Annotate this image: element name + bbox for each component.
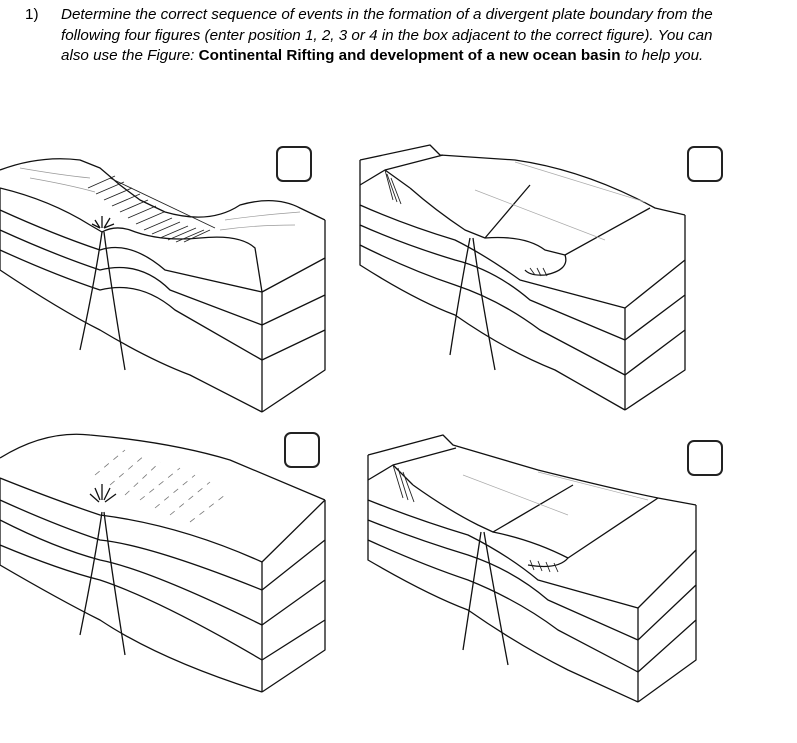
question-number: 1): [25, 6, 39, 23]
answer-box-top-left[interactable]: [276, 146, 312, 182]
figure-reference: Continental Rifting and development of a new ocean basin: [198, 47, 621, 64]
answer-box-top-right[interactable]: [687, 146, 723, 182]
question-text: [61, 5, 725, 67]
answer-box-bottom-left[interactable]: [284, 432, 320, 468]
diagram-narrow-ocean: [355, 130, 700, 420]
diagram-mature-ocean: [368, 420, 713, 710]
answer-box-bottom-right[interactable]: [687, 440, 723, 476]
question-text-part1: Determine the correct sequence of events in the formation of a divergent plate boundary from the following four figures (enter position 1, 2, 3 or 4 in the box adjacent to the correct figure). You can also use the Figure:: [61, 6, 713, 64]
question-text-part2: to help you.: [620, 47, 704, 64]
